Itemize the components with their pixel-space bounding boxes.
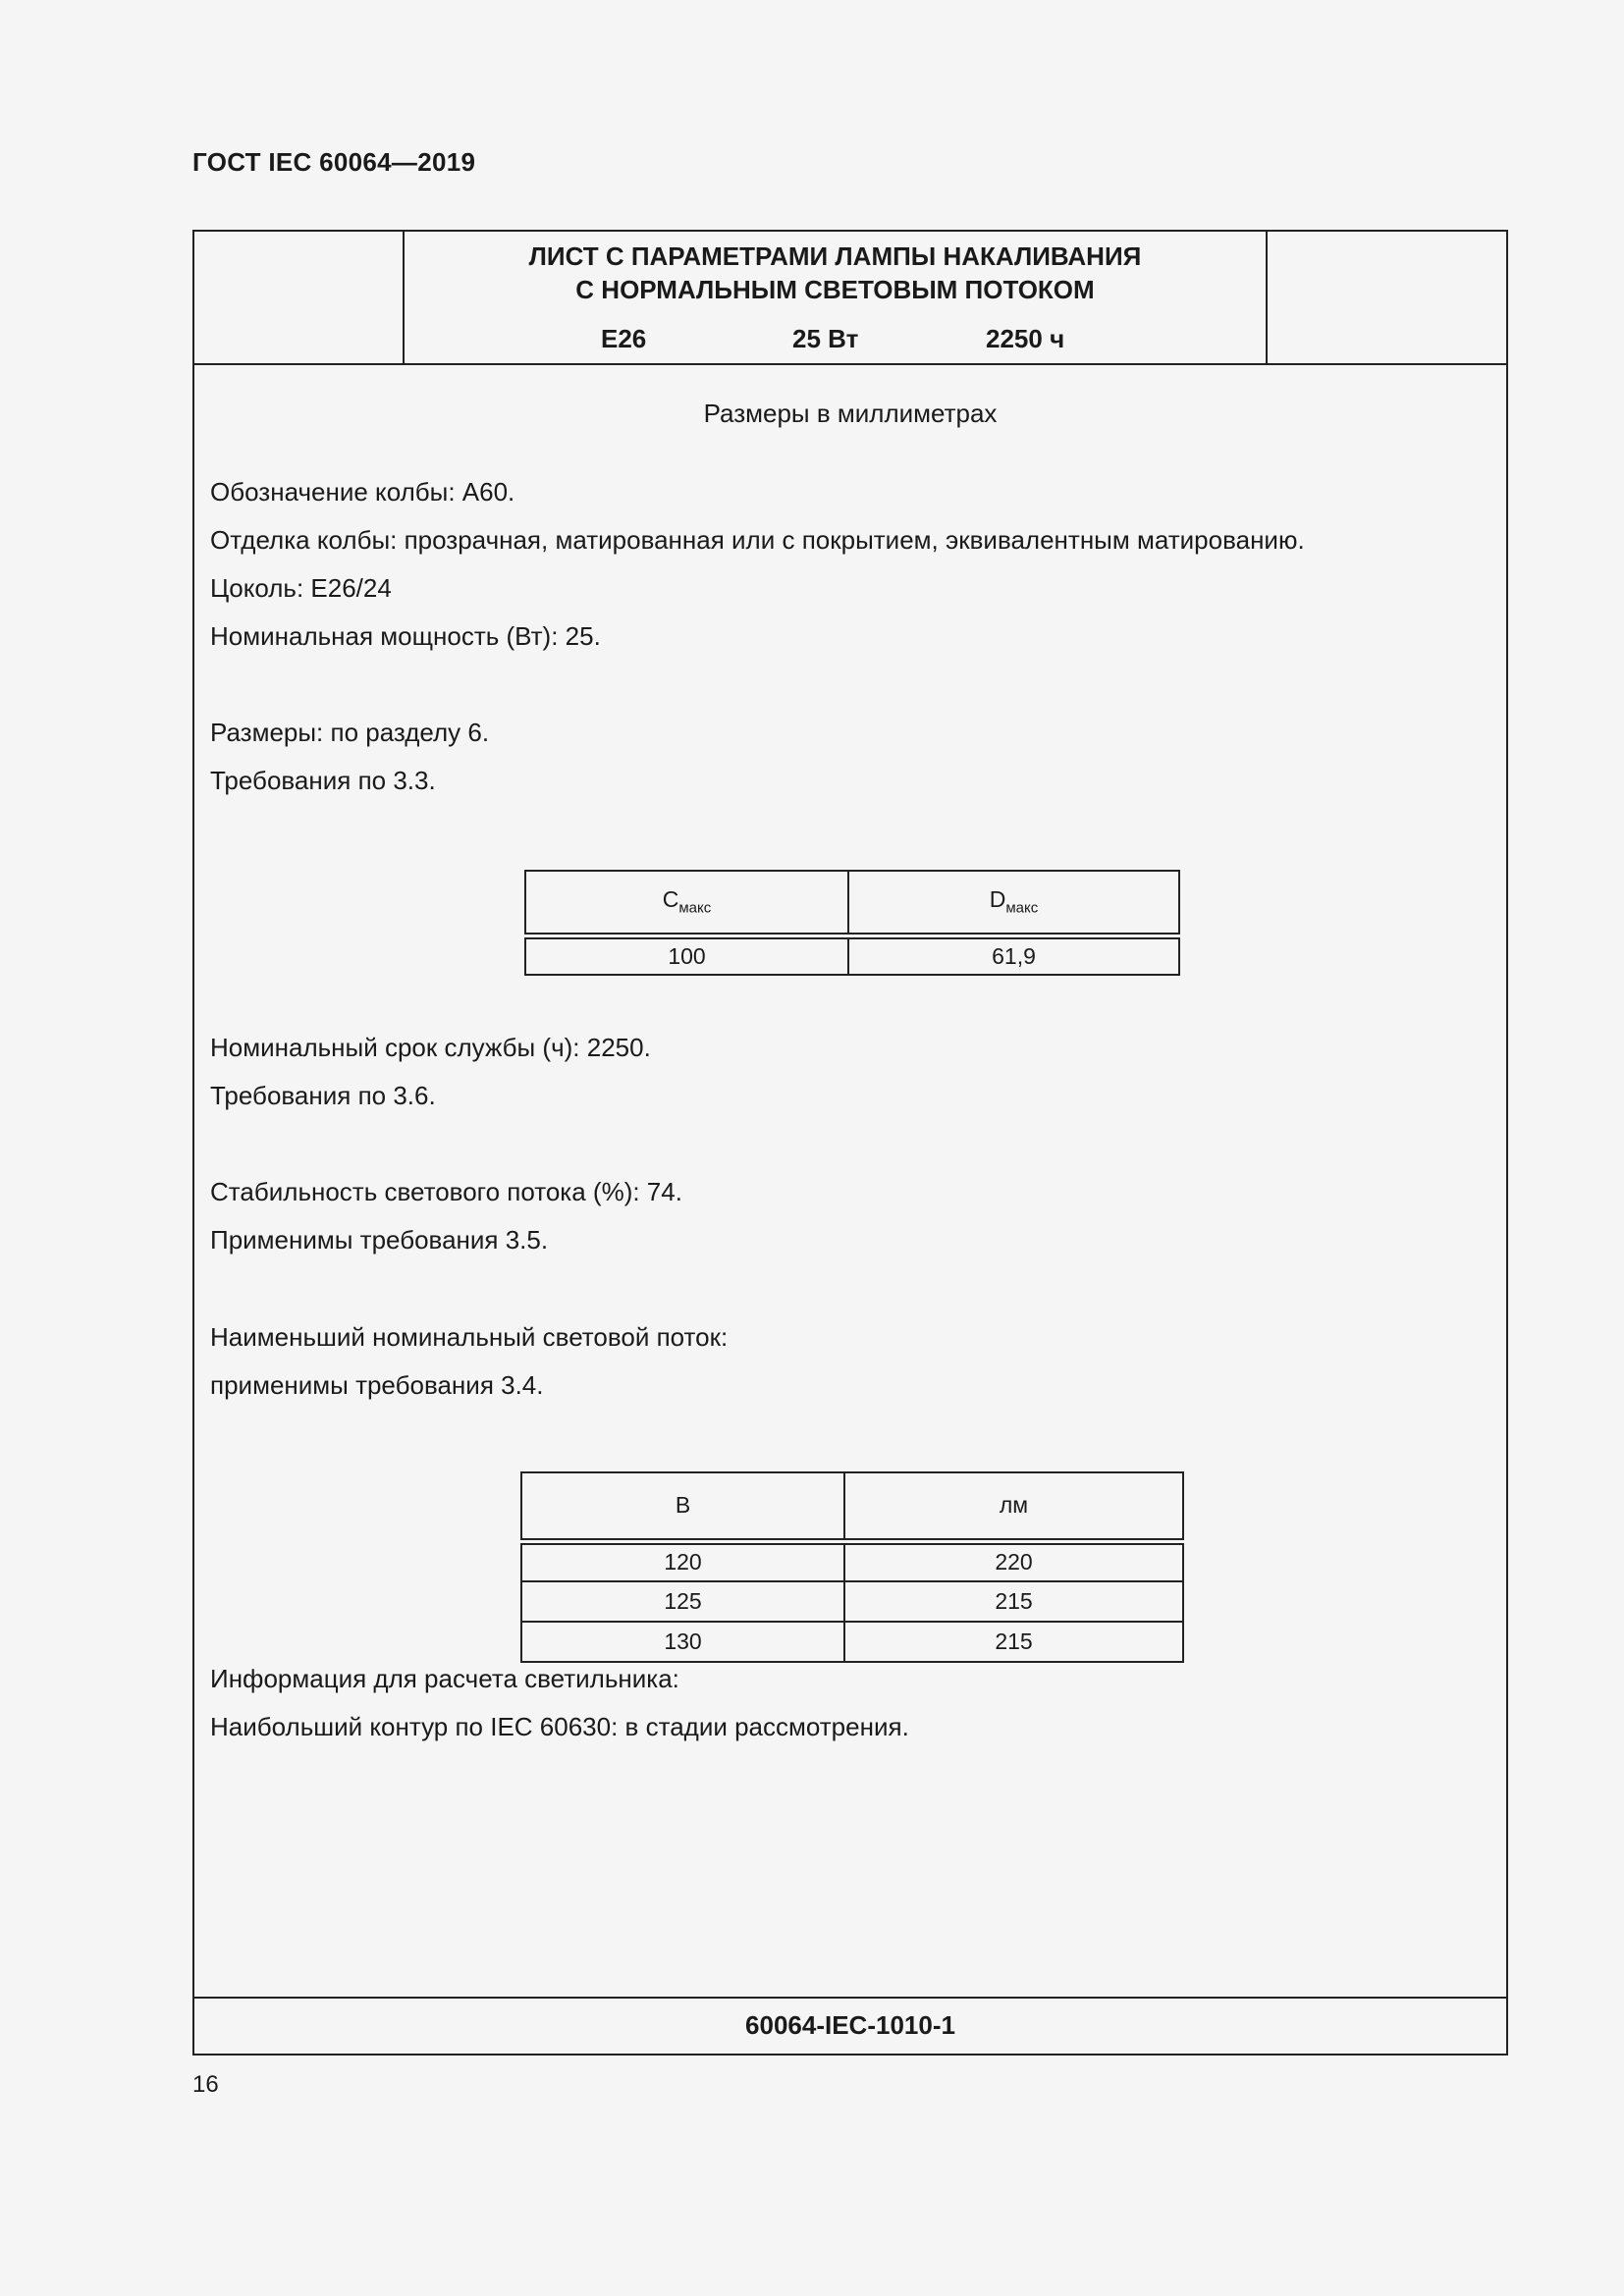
rated-power-line: Номинальная мощность (Вт): 25.	[210, 621, 601, 651]
title-block	[194, 232, 1506, 365]
sheet-title-line1: ЛИСТ С ПАРАМЕТРАМИ ЛАМПЫ НАКАЛИВАНИЯ	[528, 241, 1142, 271]
cap-type: Цоколь: E26/24	[210, 573, 392, 603]
table-row	[521, 1541, 1183, 1581]
requirements-3-5: Применимы требования 3.5.	[210, 1225, 549, 1255]
lumen-header: лм	[844, 1472, 1183, 1541]
standard-header: ГОСТ IEC 60064—2019	[192, 147, 476, 177]
lumen-cell: 215	[844, 1581, 1183, 1622]
bulb-finish: Отделка колбы: прозрачная, матированная или с покрытием, эквивалентным матированию.	[210, 525, 1305, 555]
voltage-cell: 120	[521, 1541, 844, 1581]
rated-life: 2250 ч	[986, 324, 1065, 353]
lumen-cell: 220	[844, 1541, 1183, 1581]
c-max-value: 100	[525, 935, 848, 975]
dimensions-line: Размеры: по разделу 6.	[210, 718, 490, 747]
c-max-header: $C_{макс}$	[525, 871, 848, 935]
luminaire-info: Информация для расчета светильника:	[210, 1664, 679, 1693]
voltage-cell: 125	[521, 1581, 844, 1622]
table-header-row	[521, 1472, 1183, 1541]
sheet-title-line2: С НОРМАЛЬНЫМ СВЕТОВЫМ ПОТОКОМ	[575, 275, 1095, 304]
lumen-maintenance: Стабильность светового потока (%): 74.	[210, 1177, 682, 1206]
min-flux-line: Наименьший номинальный световой поток:	[210, 1322, 729, 1352]
voltage-header: В	[521, 1472, 844, 1541]
requirements-3-3: Требования по 3.3.	[210, 766, 436, 795]
dimensions-note: Размеры в миллиметрах	[703, 399, 998, 428]
max-outline: Наибольший контур по IEC 60630: в стадии рассмотрения.	[210, 1712, 909, 1741]
title-right-cell	[1266, 232, 1506, 363]
table-row	[521, 1622, 1183, 1662]
requirements-3-4: применимы требования 3.4.	[210, 1370, 544, 1400]
title-center-cell	[405, 232, 1266, 363]
rated-power: 25 Вт	[792, 324, 859, 353]
d-max-value: 61,9	[848, 935, 1179, 975]
dimension-table	[524, 870, 1180, 976]
requirements-3-6: Требования по 3.6.	[210, 1081, 436, 1110]
rated-life-line: Номинальный срок службы (ч): 2250.	[210, 1033, 651, 1062]
table-row	[525, 935, 1179, 975]
flux-table	[520, 1471, 1184, 1663]
sheet-code: 60064-IEC-1010-1	[194, 1997, 1506, 2054]
title-left-cell	[194, 232, 405, 363]
voltage-cell: 130	[521, 1622, 844, 1662]
d-max-header: $D_{макс}$	[848, 871, 1179, 935]
page-number: 16	[192, 2071, 219, 2098]
data-sheet-frame	[192, 230, 1508, 2056]
table-header-row	[525, 871, 1179, 935]
bulb-designation: Обозначение колбы: A60.	[210, 477, 515, 507]
table-row	[521, 1581, 1183, 1622]
base-type: E26	[601, 324, 647, 353]
lumen-cell: 215	[844, 1622, 1183, 1662]
